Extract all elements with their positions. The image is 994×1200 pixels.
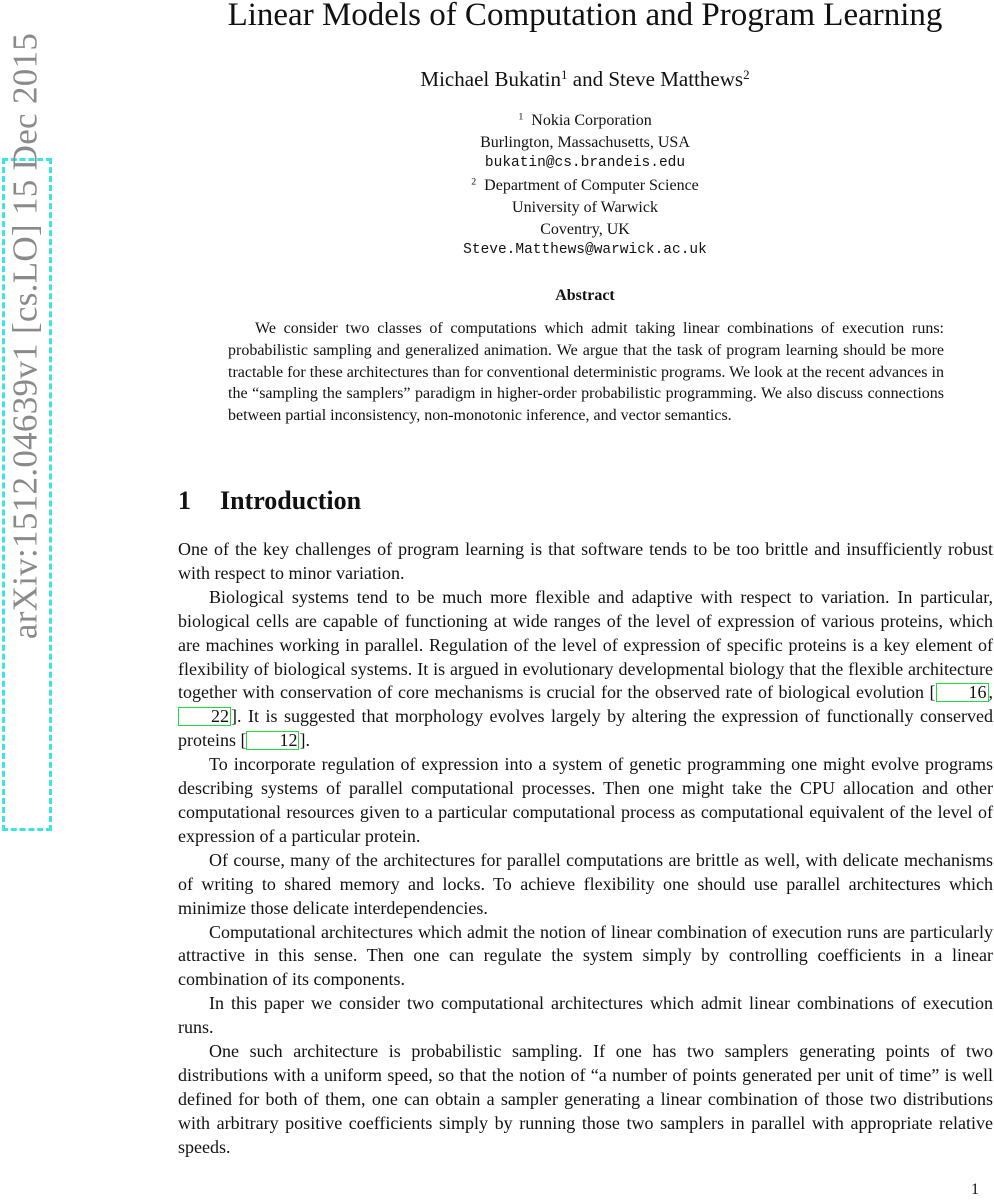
paragraph: Computational architectures which admit the notion of linear combination of execution runs are particularly attractive in this sense. Then one can regulate the system simply by controlling coefficients in a linear combination of its components. (178, 921, 993, 990)
paragraph: One such architecture is probabilistic sampling. If one has two samplers generating points of two distributions with a uniform speed, so that the notion of “a number of points generated per unit of time” is well defined for both of them, one can obtain a sampler generating a linear combination of those two distributions with arbitrary positive coefficients simply by running those two samplers in parallel with appropriate relative speeds. (178, 1041, 993, 1157)
author-name: Steve Matthews (608, 67, 744, 91)
affiliation-org: $^1$ Nokia Corporation (518, 111, 652, 129)
affiliation-mark: 1 (518, 111, 524, 123)
citation-link[interactable]: 12 (246, 731, 299, 750)
author-email-link[interactable]: bukatin@cs.brandeis.edu (484, 155, 686, 172)
affiliation-org: $^2$ Department of Computer Science (471, 176, 699, 195)
author-affiliation-mark: 1 (560, 66, 568, 82)
citation-link[interactable]: 16 (936, 683, 989, 702)
paper-title: Linear Models of Computation and Program Learning (227, 0, 943, 33)
abstract-body (228, 318, 944, 427)
affiliation-location: Burlington, Massachusetts, USA (480, 133, 690, 151)
paragraph: Biological systems tend to be much more flexible and adaptive with respect to variation. In particular, biological cells are capable of functioning at wide ranges of the level of expression of various proteins, which are machines working in parallel. Regulation of the level of expression of specific proteins is a key element of flexibility of biological systems. It is argued in evolutionary developmental biology that the flexible architecture together with conservation of core mechanisms is crucial for the observed rate of biological evolution [ 16 , 22 ]. It is suggested that morphology evolves largely by altering the expression of functionally conserved proteins [ 12 ]. (178, 586, 993, 751)
author-list (285, 66, 885, 92)
section-number: 1 (178, 486, 191, 515)
author-joiner: and (567, 67, 609, 91)
affiliation-institution: University of Warwick (512, 198, 658, 216)
affiliations (385, 110, 785, 262)
author-email-link[interactable]: Steve.Matthews@warwick.ac.uk (463, 242, 707, 259)
paragraph: To incorporate regulation of expression into a system of genetic programming one might evolve programs describing systems of parallel computational processes. Then one might take the CPU allocation and other computational resources given to a particular computational process as computational equivalent of the level of expression of a particular protein. (178, 754, 993, 846)
author-affiliation-mark: 2 (743, 66, 750, 82)
section-heading (178, 485, 361, 517)
paragraph: Of course, many of the architectures for parallel computations are brittle as well, with delicate mechanisms of writing to shared memory and locks. To achieve flexibility one should use parallel architectures which minimize those delicate interdependencies. (178, 849, 993, 918)
arxiv-identifier: arXiv:1512.04639v1 [cs.LO] 15 Dec 2015 (5, 32, 45, 640)
author-name: Michael Bukatin (420, 67, 561, 91)
paragraph: One of the key challenges of program learning is that software tends to be too brittle and insufficiently robust with respect to minor variation. (178, 539, 993, 583)
page-number: 1 (971, 1181, 979, 1198)
abstract-text: We consider two classes of computations which admit taking linear combinations of execution runs: probabilistic sampling and generalized animation. We argue that the task of program learning should be more tractable for these architectures than for conventional deterministic programs. We look at the recent advances in the “sampling the samplers” paradigm in higher-order probabilistic programming. We also discuss connections between partial inconsistency, non-monotonic inference, and vector semantics. (228, 320, 944, 425)
affiliation-mark: 2 (471, 176, 477, 188)
section-body (178, 538, 993, 1160)
citation-link[interactable]: 22 (178, 707, 231, 726)
abstract-heading: Abstract (555, 287, 615, 304)
paragraph: In this paper we consider two computational architectures which admit linear combinations of execution runs. (178, 993, 993, 1038)
section-title: Introduction (220, 486, 362, 515)
affiliation-location: Coventry, UK (540, 220, 630, 238)
